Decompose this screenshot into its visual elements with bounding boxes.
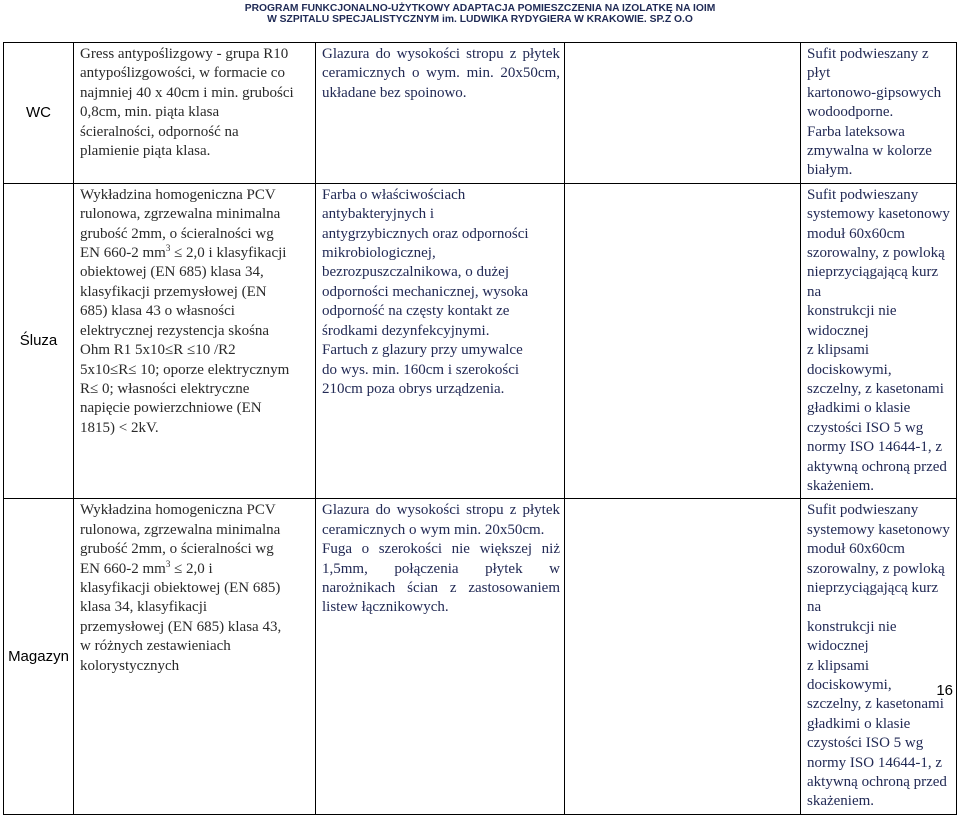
finishes-table	[3, 42, 957, 815]
wall-spec-cell-aux	[565, 499, 801, 815]
floor-spec-text-b: ≤ 2,0 i klasyfikacji obiektowej (EN 685) klasa 34, klasyfikacji przemysłowej (EN 685) klasa 43, w różnych zestawieniach kolorystycznych	[80, 560, 282, 674]
table-row-magazyn	[4, 499, 957, 815]
ceiling-spec-cell: Sufit podwieszany z płyt kartonowo-gipsowych wodoodporne. Farba lateksowa zmywalna w kolorze białym.	[801, 43, 957, 184]
document-header	[0, 3, 960, 25]
table-row-wc	[4, 43, 957, 184]
wall-spec-cell: Farba o właściwościach antybakteryjnych i antygrzybicznych oraz odporności mikrobiologicznej, bezrozpuszczalnikowa, o dużej odporności mechanicznej, wysoka odporność na częsty kontakt ze środkami dezynfekcyjnymi. Fartuch z glazury przy umywalce do wys. min. 160cm i szerokości 210cm poza obrys urządzenia.	[316, 183, 565, 499]
wall-spec-cell-aux	[565, 43, 801, 184]
superscript: 3	[165, 243, 171, 254]
header-line-1: PROGRAM FUNKCJONALNO-UŻYTKOWY ADAPTACJA POMIESZCZENIA NA IZOLATKĘ NA IOIM	[244, 3, 716, 14]
floor-spec-text-a: Wykładzina homogeniczna PCV rulonowa, zgrzewalna minimalna grubość 2mm, o ścieralności wg EN 660-2 mm	[80, 186, 281, 262]
floor-spec-text-b: ≤ 2,0 i klasyfikacji obiektowej (EN 685) klasa 34, klasyfikacji przemysłowej (EN 685) klasa 43 o własności elektrycznej rezystencja skośna Ohm R1 5x10≤R ≤10 /R2 5x10≤R≤ 10; oporze elektrycznym R≤ 0; własności elektryczne napięcie powierzchniowe (EN 1815) < 2kV.	[80, 245, 290, 436]
ceiling-spec-cell: Sufit podwieszany systemowy kasetonowy moduł 60x60cm szorowalny, z powloką nieprzyciągającą kurz na konstrukcji nie widocznej z klipsami dociskowymi, szczelny, z kasetonami gładkimi o klasie czystości ISO 5 wg normy ISO 14644-1, z aktywną ochroną przed skażeniem.	[801, 183, 957, 499]
floor-spec-cell: Gress antypoślizgowy - grupa R10 antypoślizgowości, w formacie co najmniej 40 x 40cm i min. grubości 0,8cm, min. piąta klasa ścieralności, odporność na plamienie piąta klasa.	[74, 43, 316, 184]
wall-spec-cell: Glazura do wysokości stropu z płytek ceramicznych o wym min. 20x50cm. Fuga o szerokości nie większej niż 1,5mm, połączenia płytek w narożnikach ścian z zastosowaniem listew łącznikowych.	[316, 499, 565, 815]
floor-spec-text-a: Wykładzina homogeniczna PCV rulonowa, zgrzewalna minimalna grubość 2mm, o ścieralności wg EN 660-2 mm	[80, 502, 281, 577]
table-row-sluza	[4, 183, 957, 499]
floor-spec-cell	[74, 499, 316, 815]
room-name-cell: WC	[4, 43, 74, 184]
ceiling-spec-cell: Sufit podwieszany systemowy kasetonowy moduł 60x60cm szorowalny, z powloką nieprzyciągającą kurz na konstrukcji nie widocznej z klipsami dociskowymi, szczelny, z kasetonami gładkimi o klasie czystości ISO 5 wg normy ISO 14644-1, z aktywną ochroną przed skażeniem.	[801, 499, 957, 815]
page-number: 16	[936, 682, 953, 699]
room-name-cell: Śluza	[4, 183, 74, 499]
superscript: 3	[165, 558, 171, 569]
wall-spec-cell: Glazura do wysokości stropu z płytek ceramicznych o wym. min. 20x50cm, układane bez spoinowo.	[316, 43, 565, 184]
room-name-cell: Magazyn	[4, 499, 74, 815]
floor-spec-cell	[74, 183, 316, 499]
wall-spec-cell-aux	[565, 183, 801, 499]
header-line-2: W SZPITALU SPECJALISTYCZNYM im. LUDWIKA RYDYGIERA W KRAKOWIE. SP.Z O.O	[267, 14, 693, 25]
